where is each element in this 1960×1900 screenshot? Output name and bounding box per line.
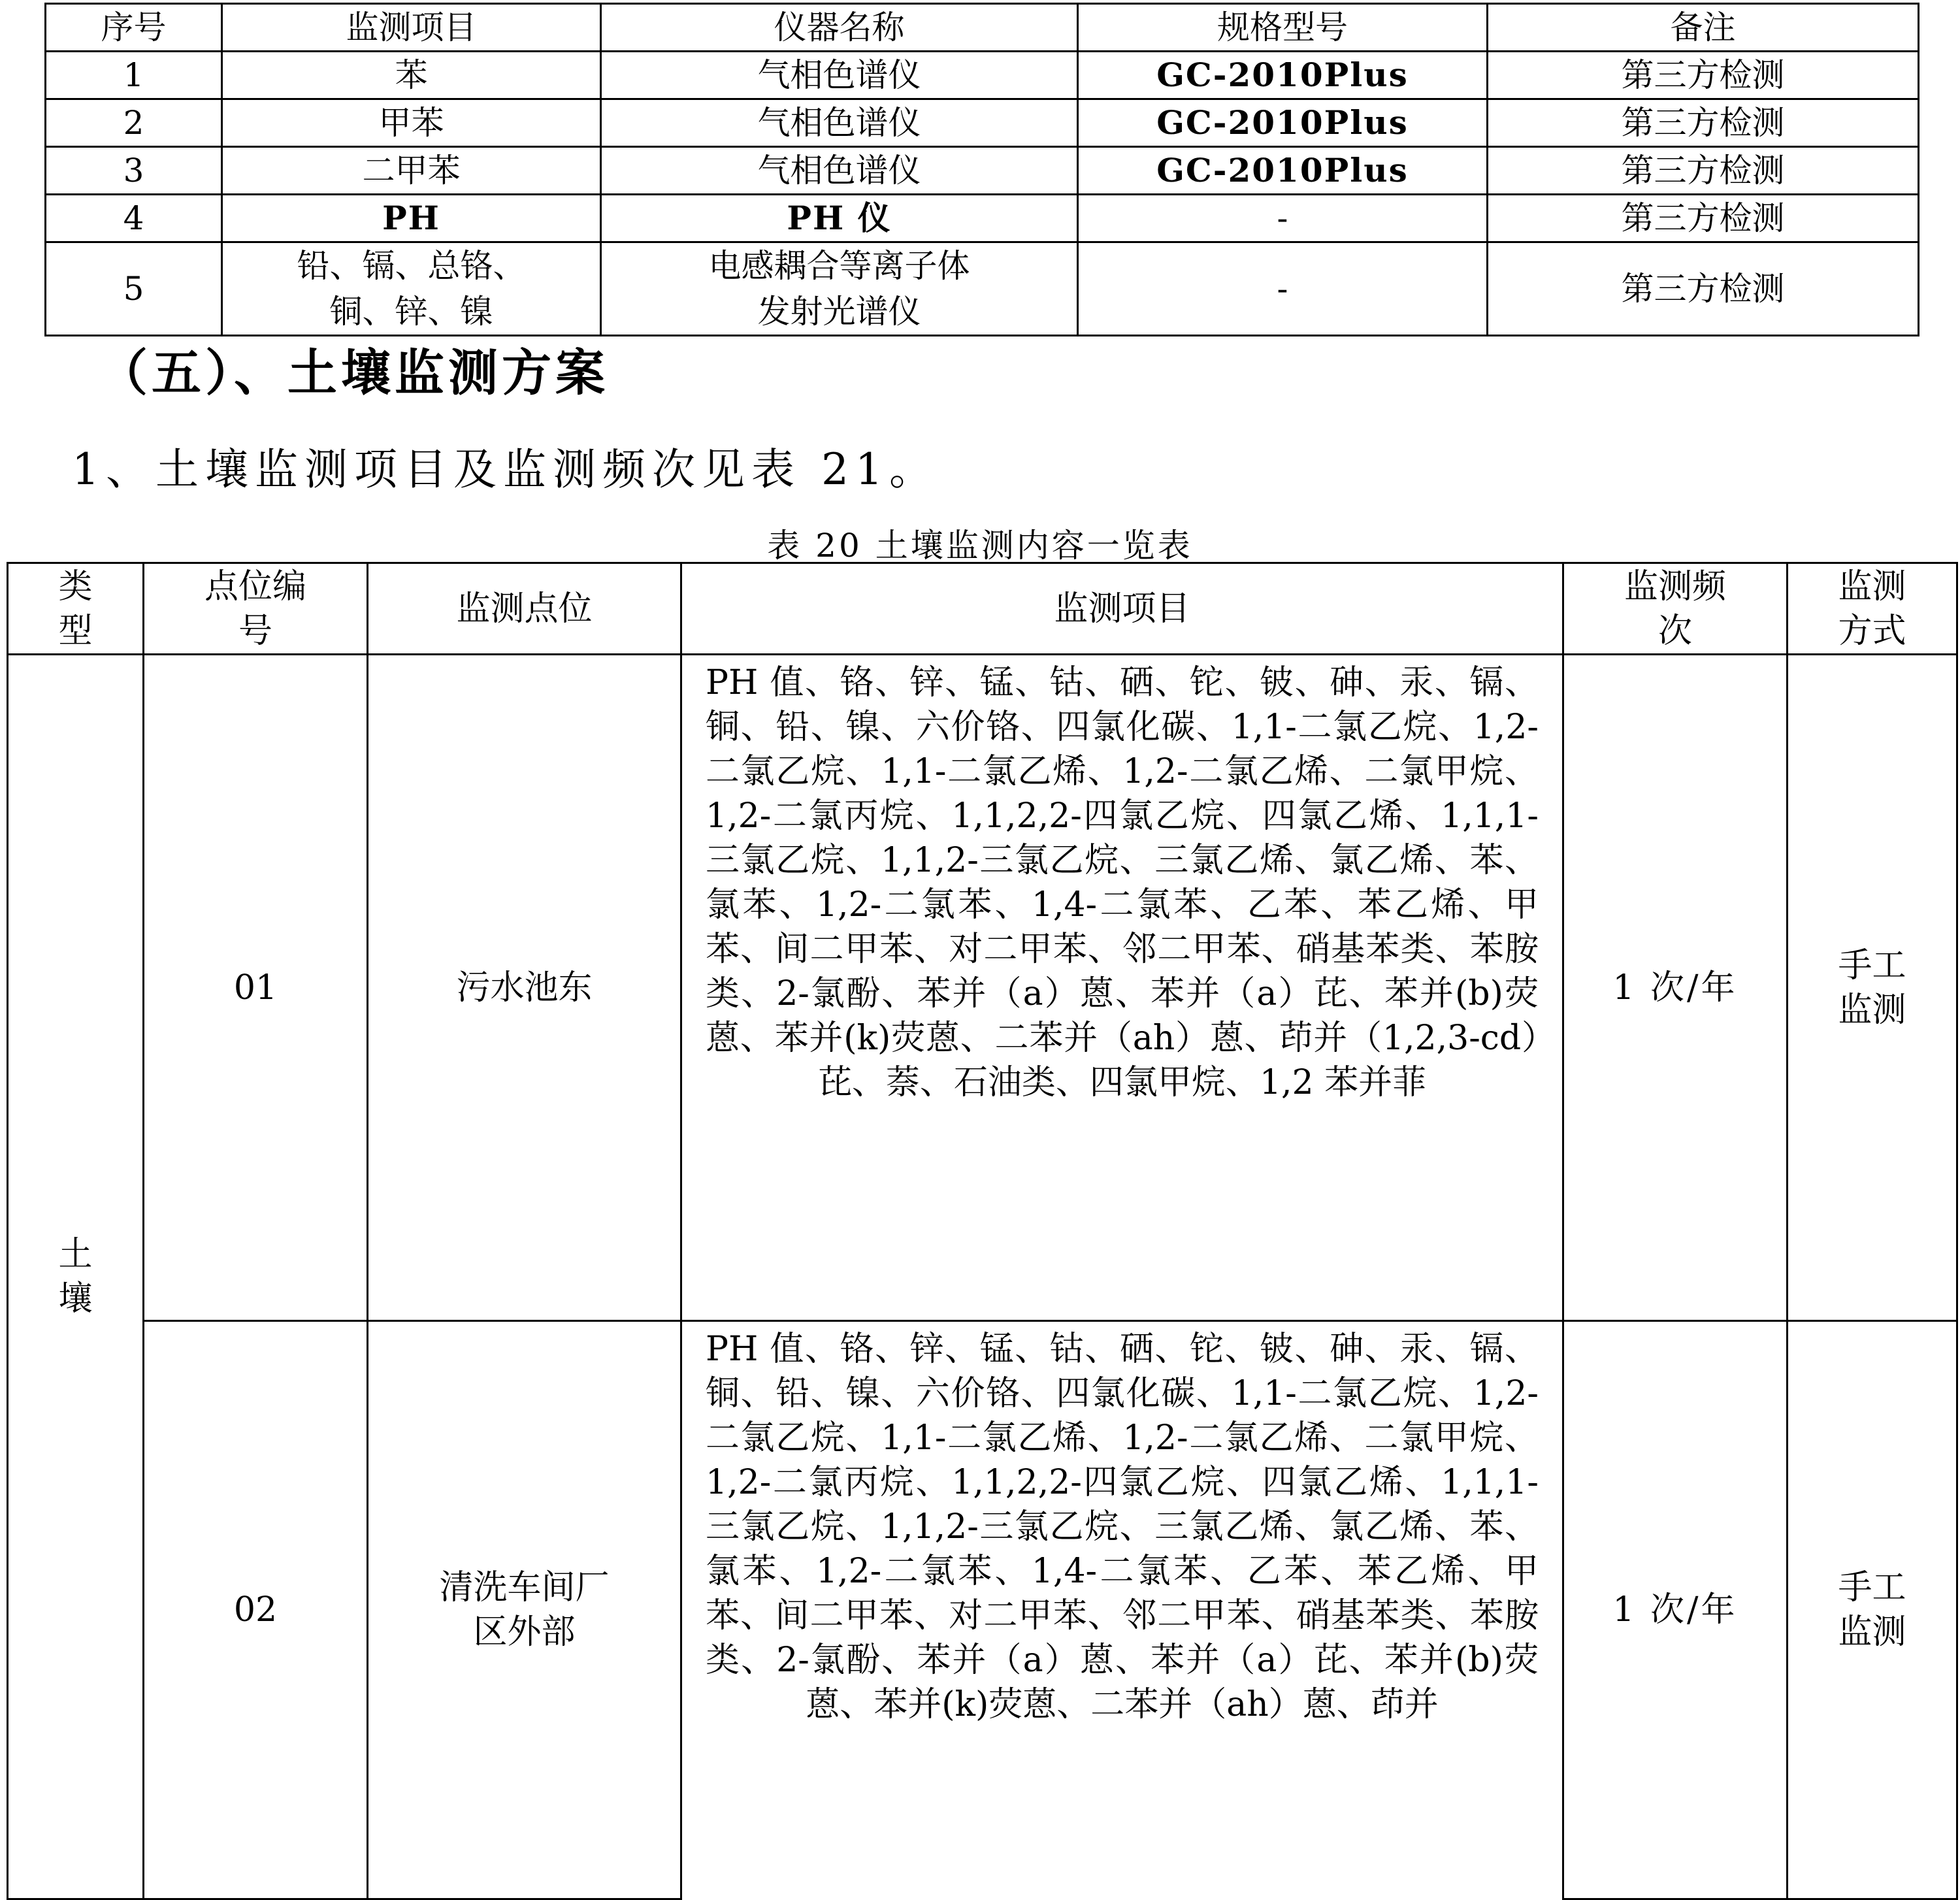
header-line: 监测 — [1838, 566, 1906, 606]
row-number: 1 — [46, 52, 222, 99]
method-line: 手工 — [1838, 945, 1906, 985]
monitor-item: 甲苯 — [222, 99, 601, 147]
instrument-name — [601, 242, 1078, 336]
header-cell: 规格型号 — [1078, 4, 1488, 52]
header-line: 型 — [58, 611, 93, 651]
monitor-item: 苯 — [222, 52, 601, 99]
row-number: 4 — [46, 195, 222, 242]
table-row — [46, 195, 1919, 242]
header-cell: 序号 — [46, 4, 222, 52]
table-header-row — [8, 563, 1957, 655]
header-location: 监测点位 — [368, 563, 681, 655]
table-row — [8, 655, 1957, 1321]
point-number: 02 — [144, 1321, 368, 1899]
monitor-items-cell — [681, 655, 1563, 1321]
remark: 第三方检测 — [1488, 242, 1919, 336]
header-cell: 仪器名称 — [601, 4, 1078, 52]
header-cell: 监测项目 — [222, 4, 601, 52]
method — [1788, 655, 1957, 1321]
model-number: - — [1078, 242, 1488, 336]
instrument-name-line: 发射光谱仪 — [757, 293, 921, 331]
header-line: 方式 — [1838, 611, 1906, 651]
monitor-items-text: PH 值、铬、锌、锰、钴、硒、铊、铍、砷、汞、镉、铜、铅、镍、六价铬、四氯化碳、1,1-二氯乙烷、1,2-二氯乙烷、1,1-二氯乙烯、1,2-二氯乙烯、二氯甲烷、1,2-二氯丙烷、1,1,2,2-四氯乙烷、四氯乙烯、1,1,1-三氯乙烷、1,1,2-三氯乙烷、三氯乙烯、氯乙烯、苯、氯苯、1,2-二氯苯、1,4-二氯苯、乙苯、苯乙烯、甲苯、间二甲苯、对二甲苯、邻二甲苯、硝基苯类、苯胺类、2-氯酚、苯并（a）蒽、苯并（a）芘、苯并(b)荧蒽、苯并(k)荧蒽、二苯并（ah）蒽、茚并（1,2,3-cd）芘、萘、石油类、四氯甲烷、1,2 苯并菲 — [706, 663, 1539, 1102]
monitor-item: PH — [222, 195, 601, 242]
model-number: - — [1078, 195, 1488, 242]
soil-monitoring-table — [7, 562, 1958, 1900]
header-method — [1788, 563, 1957, 655]
table-header-row — [46, 4, 1919, 52]
instrument-name-line: 电感耦合等离子体 — [708, 247, 970, 285]
model-number: GC-2010Plus — [1078, 147, 1488, 195]
table-row — [8, 1321, 1957, 1899]
method-line: 监测 — [1838, 1613, 1906, 1652]
table-row — [46, 99, 1919, 147]
body-paragraph: 1、土壤监测项目及监测频次见表 21。 — [72, 444, 939, 495]
row-number: 3 — [46, 147, 222, 195]
table-row — [46, 52, 1919, 99]
instrument-table — [44, 3, 1919, 336]
header-line: 次 — [1658, 611, 1692, 651]
remark: 第三方检测 — [1488, 99, 1919, 147]
header-cell: 备注 — [1488, 4, 1919, 52]
location-line: 清洗车间厂 — [439, 1568, 610, 1607]
model-number: GC-2010Plus — [1078, 99, 1488, 147]
instrument-name: 气相色谱仪 — [601, 99, 1078, 147]
table-row — [46, 147, 1919, 195]
type-line: 壤 — [58, 1279, 93, 1319]
remark: 第三方检测 — [1488, 195, 1919, 242]
point-number: 01 — [144, 655, 368, 1321]
monitor-item-line: 铅、镉、总铬、 — [297, 247, 526, 285]
location-line: 区外部 — [473, 1613, 576, 1652]
type-cell — [8, 655, 144, 1899]
header-type — [8, 563, 144, 655]
header-frequency — [1563, 563, 1788, 655]
monitor-item: 二甲苯 — [222, 147, 601, 195]
header-line: 监测频 — [1624, 566, 1726, 606]
monitor-items-cell — [681, 1321, 1563, 1899]
monitor-item-line: 铜、锌、镍 — [329, 293, 493, 331]
monitor-item — [222, 242, 601, 336]
instrument-name: 气相色谱仪 — [601, 52, 1078, 99]
header-items: 监测项目 — [681, 563, 1563, 655]
header-point-number — [144, 563, 368, 655]
frequency: 1 次/年 — [1563, 1321, 1788, 1899]
model-number: GC-2010Plus — [1078, 52, 1488, 99]
method-line: 监测 — [1838, 990, 1906, 1030]
table-row — [46, 242, 1919, 336]
remark: 第三方检测 — [1488, 52, 1919, 99]
method — [1788, 1321, 1957, 1899]
instrument-name: PH 仪 — [601, 195, 1078, 242]
point-location — [368, 1321, 681, 1899]
instrument-name: 气相色谱仪 — [601, 147, 1078, 195]
type-line: 土 — [58, 1235, 93, 1274]
method-line: 手工 — [1838, 1568, 1906, 1607]
monitor-items-text: PH 值、铬、锌、锰、钴、硒、铊、铍、砷、汞、镉、铜、铅、镍、六价铬、四氯化碳、1,1-二氯乙烷、1,2-二氯乙烷、1,1-二氯乙烯、1,2-二氯乙烯、二氯甲烷、1,2-二氯丙烷、1,1,2,2-四氯乙烷、四氯乙烯、1,1,1-三氯乙烷、1,1,2-三氯乙烷、三氯乙烯、氯乙烯、苯、氯苯、1,2-二氯苯、1,4-二氯苯、乙苯、苯乙烯、甲苯、间二甲苯、对二甲苯、邻二甲苯、硝基苯类、苯胺类、2-氯酚、苯并（a）蒽、苯并（a）芘、苯并(b)荧蒽、苯并(k)荧蒽、二苯并（ah）蒽、茚并 — [706, 1330, 1539, 1724]
header-line: 号 — [238, 611, 272, 651]
point-location: 污水池东 — [368, 655, 681, 1321]
section-heading: （五）、土壤监测方案 — [98, 344, 609, 402]
row-number: 2 — [46, 99, 222, 147]
remark: 第三方检测 — [1488, 147, 1919, 195]
header-line: 类 — [58, 566, 93, 606]
header-line: 点位编 — [204, 566, 306, 606]
frequency: 1 次/年 — [1563, 655, 1788, 1321]
table-caption: 表 20 土壤监测内容一览表 — [767, 527, 1193, 565]
row-number: 5 — [46, 242, 222, 336]
